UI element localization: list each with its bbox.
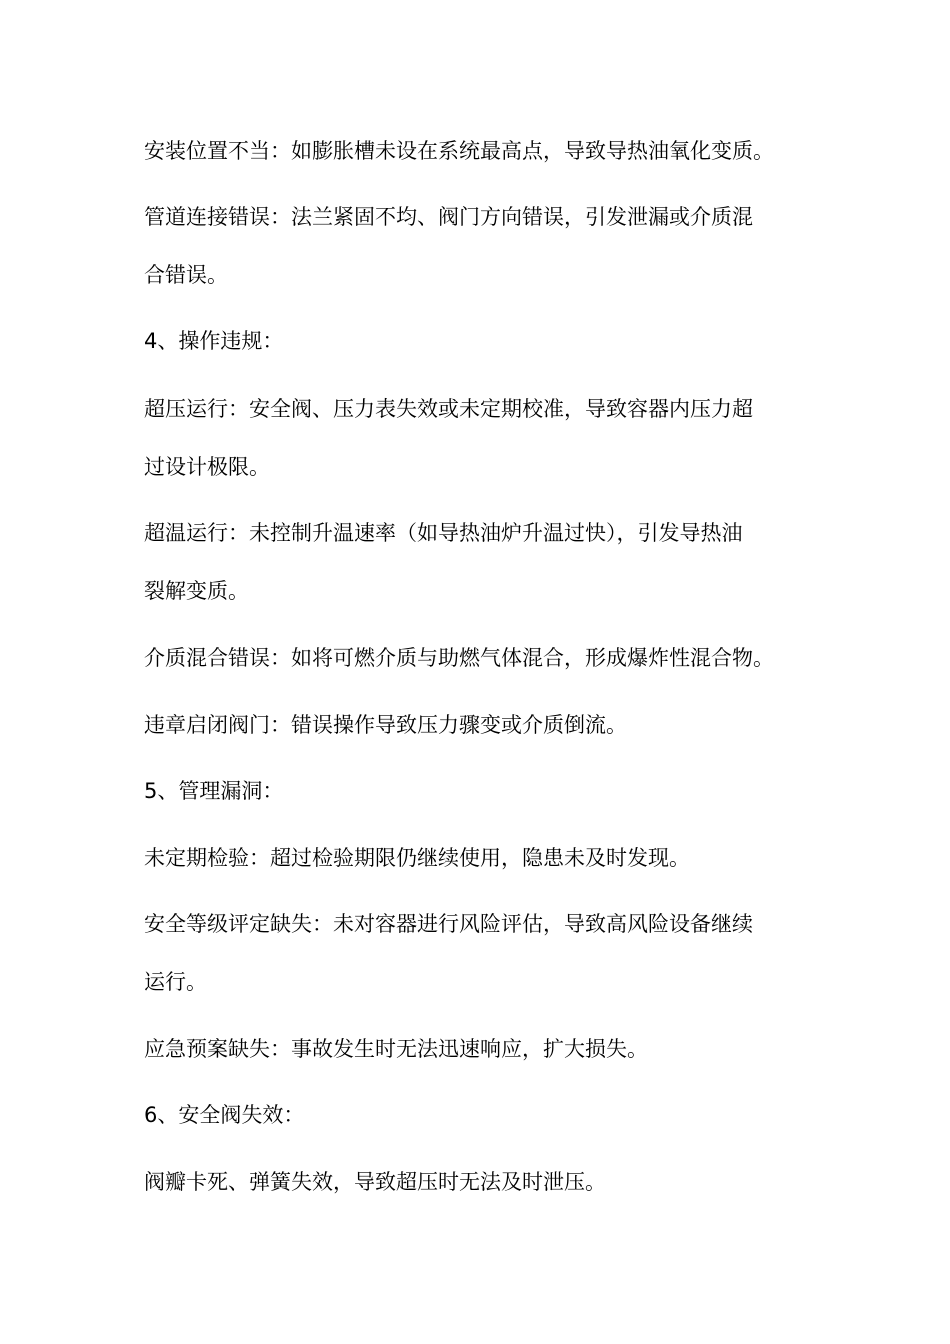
paragraph-line: 管道连接错误：法兰紧固不均、阀门方向错误，引发泄漏或介质混 — [144, 205, 753, 229]
paragraph-line: 阀瓣卡死、弹簧失效，导致超压时无法及时泄压。 — [144, 1170, 606, 1194]
paragraph-line: 安装位置不当：如膨胀槽未设在系统最高点，导致导热油氧化变质。 — [144, 139, 774, 163]
paragraph-line: 裂解变质。 — [144, 579, 249, 603]
paragraph-line: 介质混合错误：如将可燃介质与助燃气体混合，形成爆炸性混合物。 — [144, 646, 774, 670]
paragraph-line: 合错误。 — [144, 263, 228, 287]
section-heading: 5、管理漏洞： — [144, 779, 284, 803]
paragraph-line: 未定期检验：超过检验期限仍继续使用，隐患未及时发现。 — [144, 846, 690, 870]
paragraph-line: 应急预案缺失：事故发生时无法迅速响应，扩大损失。 — [144, 1037, 648, 1061]
section-heading: 6、安全阀失效： — [144, 1103, 305, 1127]
paragraph-line: 超压运行：安全阀、压力表失效或未定期校准，导致容器内压力超 — [144, 397, 753, 421]
paragraph-line: 过设计极限。 — [144, 455, 270, 479]
section-heading: 4、操作违规： — [144, 329, 284, 353]
paragraph-line: 安全等级评定缺失：未对容器进行风险评估，导致高风险设备继续 — [144, 912, 753, 936]
paragraph-line: 超温运行：未控制升温速率（如导热油炉升温过快），引发导热油 — [144, 521, 743, 545]
paragraph-line: 运行。 — [144, 970, 207, 994]
paragraph-line: 违章启闭阀门：错误操作导致压力骤变或介质倒流。 — [144, 713, 627, 737]
